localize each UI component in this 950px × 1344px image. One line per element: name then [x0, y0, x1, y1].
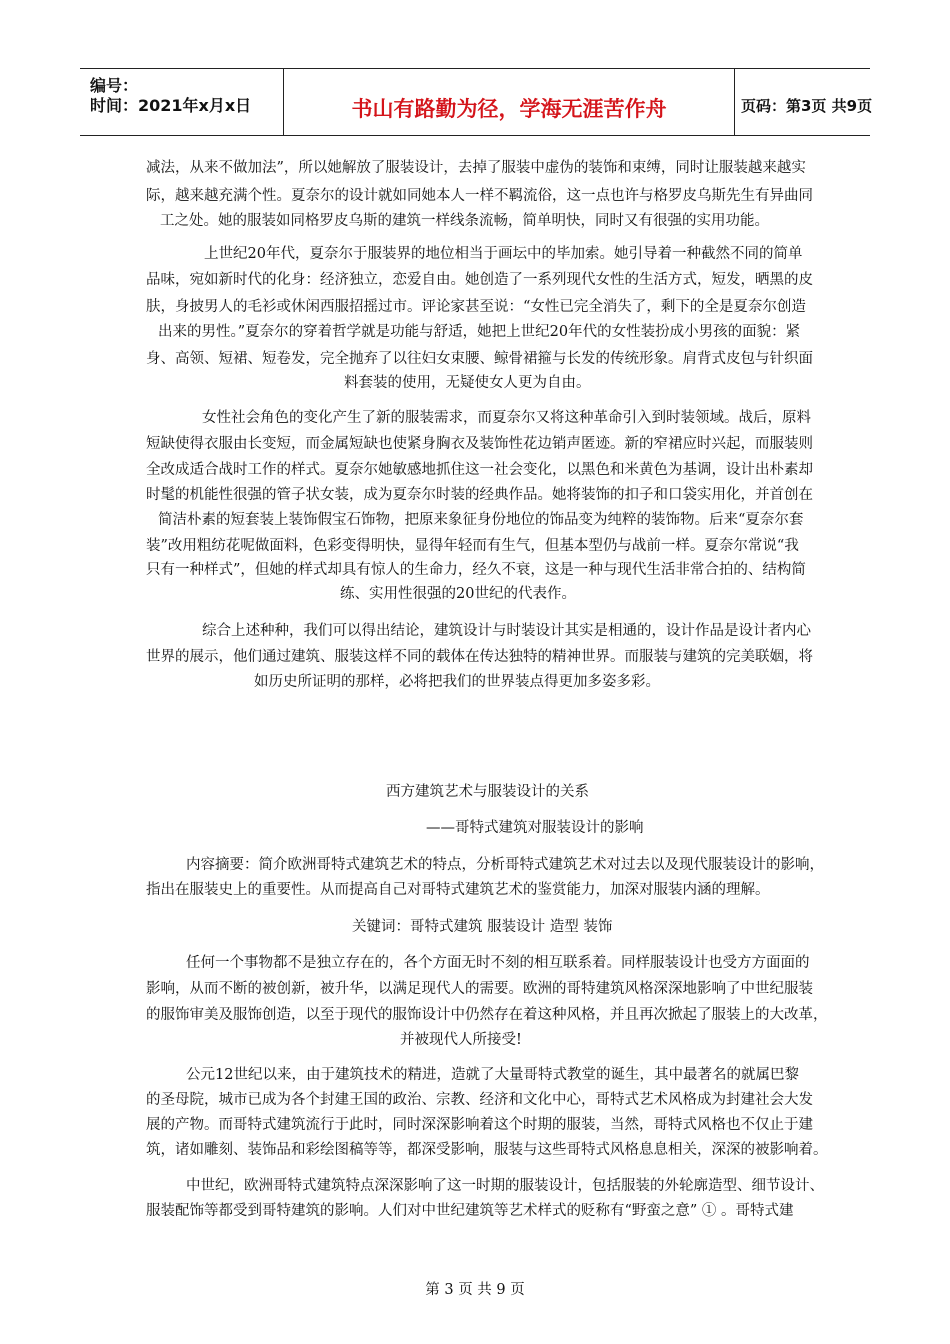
- text-line: 身、高领、短裙、短卷发，完全抛弃了以往妇女束腰、鲸骨裙箍与长发的传统形象。肩背式皮包与针织面: [146, 351, 813, 367]
- time-label: 时间：2021年x月x日: [90, 96, 252, 115]
- text-line: 短缺使得衣服由长变短，而金属短缺也使紧身胸衣及装饰性花边销声匿迹。新的窄裙应时兴起，而服装则: [146, 436, 813, 452]
- text-line: 并被现代人所接受!: [400, 1032, 522, 1048]
- text-line: 的圣母院，城市已成为各个封建王国的政治、宗教、经济和文化中心，哥特式艺术风格成为封建社会大发: [146, 1092, 813, 1108]
- text-line: 工之处。她的服装如同格罗皮乌斯的建筑一样线条流畅，简单明快，同时又有很强的实用功能。: [160, 213, 769, 229]
- text-line: 装”改用粗纺花呢做面料，色彩变得明快，显得年轻而有生气，但基本型仍与战前一样。夏奈尔常说“我: [146, 538, 799, 554]
- header-info-cell: [80, 69, 284, 135]
- text-line: 内容摘要：简介欧洲哥特式建筑艺术的特点，分析哥特式建筑艺术对过去以及现代服装设计的影响，: [186, 857, 824, 873]
- text-line: 出来的男性。”夏奈尔的穿着哲学就是功能与舒适，她把上世纪20年代的女性装扮成小男孩的面貌：紧: [158, 324, 801, 340]
- text-line: 肤，身披男人的毛衫或休闲西服招摇过市。评论家甚至说：“女性已完全消失了，剩下的全是夏奈尔创造: [146, 299, 806, 315]
- text-line: 综合上述种种，我们可以得出结论，建筑设计与时装设计其实是相通的，设计作品是设计者内心: [202, 623, 811, 639]
- text-line: 任何一个事物都不是独立存在的，各个方面无时不刻的相互联系着。同样服装设计也受方方面面的: [186, 955, 810, 971]
- page-footer: 第 3 页 共 9 页: [425, 1282, 525, 1298]
- text-line: 女性社会角色的变化产生了新的服装需求，而夏奈尔又将这种革命引入到时装领域。战后，原料: [202, 410, 811, 426]
- text-line: 公元12世纪以来，由于建筑技术的精进，造就了大量哥特式教堂的诞生，其中最著名的就属巴黎: [186, 1067, 799, 1083]
- text-line: 只有一种样式”，但她的样式却具有惊人的生命力，经久不衰，这是一种与现代生活非常合拍的、结构简: [146, 562, 806, 578]
- keywords-line: 关键词：哥特式建筑 服装设计 造型 装饰: [352, 919, 613, 935]
- number-label: 编号：: [90, 76, 139, 95]
- text-line: 的服饰审美及服饰创造，以至于现代的服饰设计中仍然存在着这种风格，并且再次掀起了服装上的大改革，: [146, 1007, 828, 1023]
- text-line: 如历史所证明的那样，必将把我们的世界装点得更加多姿多彩。: [254, 674, 660, 690]
- motto: 书山有路勤为径，学海无涯苦作舟: [351, 97, 667, 121]
- header-page-cell: [735, 69, 873, 135]
- text-line: 时髦的机能性很强的管子状女装，成为夏奈尔时装的经典作品。她将装饰的扣子和口袋实用化，并首创在: [146, 487, 813, 503]
- text-line: 品味，宛如新时代的化身：经济独立，恋爱自由。她创造了一系列现代女性的生活方式，短发，晒黑的皮: [146, 272, 813, 288]
- article-subtitle: ——哥特式建筑对服装设计的影响: [426, 820, 644, 836]
- text-line: 料套装的使用，无疑使女人更为自由。: [344, 375, 591, 391]
- header-table: [80, 68, 873, 136]
- text-line: 际，越来越充满个性。夏奈尔的设计就如同她本人一样不羁流俗，这一点也许与格罗皮乌斯先生有异曲同: [146, 188, 813, 204]
- text-line: 减法，从来不做加法”，所以她解放了服装设计，去掉了服装中虚伪的装饰和束缚，同时让服装越来越实: [146, 160, 806, 176]
- text-line: 世界的展示，他们通过建筑、服装这样不同的载体在传达独特的精神世界。而服装与建筑的完美联姻，将: [146, 649, 813, 665]
- article-title: 西方建筑艺术与服装设计的关系: [386, 784, 589, 800]
- text-line: 简洁朴素的短套装上装饰假宝石饰物，把原来象征身份地位的饰品变为纯粹的装饰物。后来“夏奈尔套: [158, 512, 804, 528]
- text-line: 中世纪，欧洲哥特式建筑特点深深影响了这一时期的服装设计，包括服装的外轮廓造型、细节设计、: [186, 1178, 824, 1194]
- text-line: 上世纪20年代，夏奈尔于服装界的地位相当于画坛中的毕加索。她引导着一种截然不同的简单: [204, 246, 803, 262]
- text-line: 全改成适合战时工作的样式。夏奈尔她敏感地抓住这一社会变化，以黑色和米黄色为基调，设计出朴素却: [146, 462, 813, 478]
- text-line: 练、实用性很强的20世纪的代表作。: [340, 586, 576, 602]
- text-line: 筑，诸如雕刻、装饰品和彩绘图稿等等，都深受影响，服装与这些哥特式风格息息相关，深深的被影响着。: [146, 1142, 828, 1158]
- text-line: 服装配饰等都受到哥特建筑的影响。人们对中世纪建筑等艺术样式的贬称有“野蛮之意” ① 。哥特式建: [146, 1203, 794, 1219]
- page-label: 页码：第3页 共9页: [741, 97, 873, 115]
- header-motto-cell: [284, 69, 735, 135]
- text-line: 指出在服装史上的重要性。从而提高自己对哥特式建筑艺术的鉴赏能力，加深对服装内涵的理解。: [146, 882, 770, 898]
- text-line: 影响，从而不断的被创新，被升华，以满足现代人的需要。欧洲的哥特建筑风格深深地影响了中世纪服装: [146, 981, 813, 997]
- text-line: 展的产物。而哥特式建筑流行于此时，同时深深影响着这个时期的服装，当然，哥特式风格也不仅止于建: [146, 1117, 813, 1133]
